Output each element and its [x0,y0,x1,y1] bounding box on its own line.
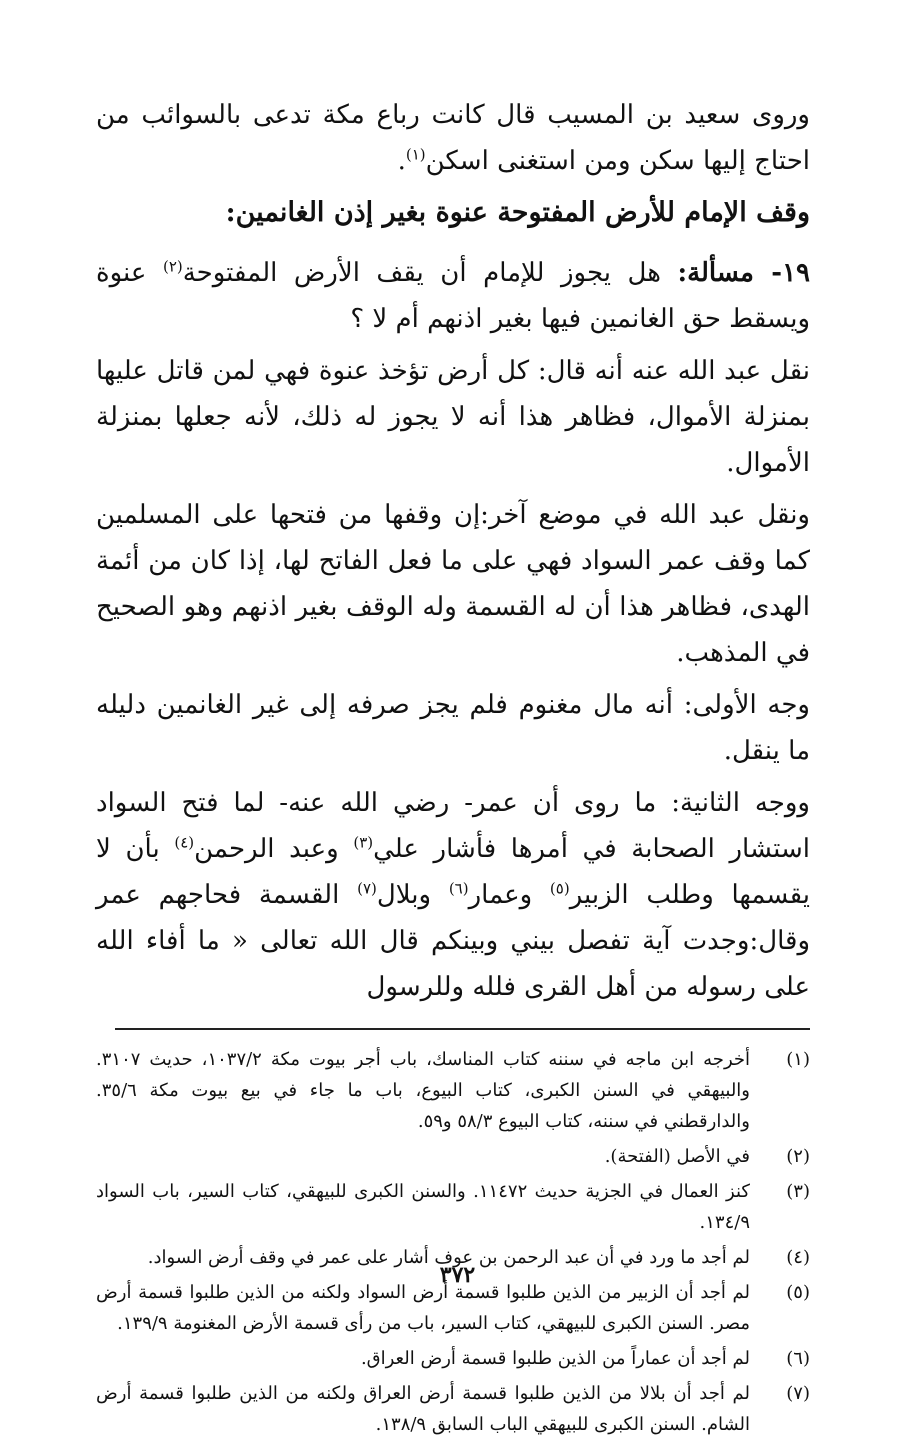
paragraph-text: القسمة فحاجهم عمر وقال:وجدت آية تفصل بيني وبينكم قال الله تعالى « ما أفاء الله على رسوله من أهل القرى فلله وللرسول [96,880,810,1002]
end-mark: . [397,146,406,176]
footnotes [96,1044,810,1440]
paragraph-issue-19 [96,250,810,342]
page-number: ٣٧٢ [439,1262,476,1288]
footnote-number: (٧) [786,1383,810,1404]
footnote-ref-2[interactable]: (٢) [162,257,183,276]
footnote-text: لم أجد أن بلالا من الذين طلبوا قسمة أرض العراق ولكنه من الذين طلبوا قسمة أرض الشام. السنن الكبرى للبيهقي الباب السابق ١٣٨/٩. [96,1383,750,1435]
footnote-number: (٣) [786,1181,810,1202]
issue-label: ١٩- مسألة: [677,258,811,288]
footnote-3 [96,1176,810,1238]
footnote-number: (٤) [786,1247,810,1268]
footnote-number: (١) [786,1049,810,1070]
paragraph-text: وعمار [468,880,533,910]
footnote-ref-7[interactable]: (٧) [357,879,377,898]
footnote-ref-3[interactable]: (٣) [353,833,374,852]
paragraph-saeed [96,92,810,184]
footnote-number: (٥) [786,1282,810,1303]
footnote-6 [96,1343,810,1374]
footnote-ref-1[interactable]: (١) [405,145,426,164]
paragraph-second-view [96,780,810,1010]
footnote-ref-6[interactable]: (٦) [448,879,469,898]
paragraph-text: وعبد الرحمن [194,834,339,864]
footnote-number: (٢) [786,1146,810,1167]
footnote-divider [115,1028,810,1030]
footnote-2 [96,1141,810,1172]
paragraph-abdullah-1: نقل عبد الله عنه أنه قال: كل أرض تؤخذ عنوة فهي لمن قاتل عليها بمنزلة الأموال، فظاهر هذا أنه لا يجوز له ذلك، لأنه جعلها بمنزلة الأموال. [96,356,810,478]
paragraph-first-view: وجه الأولى: أنه مال مغنوم فلم يجز صرفه إلى غير الغانمين دليله ما ينقل. [96,690,810,766]
footnote-7 [96,1378,810,1440]
section-heading: وقف الإمام للأرض المفتوحة عنوة بغير إذن الغانمين: [225,197,810,228]
footnote-text: أخرجه ابن ماجه في سننه كتاب المناسك، باب أجر بيوت مكة ١٠٣٧/٢، حديث ٣١٠٧. والبيهقي في السنن الكبرى، كتاب البيوع، باب ما جاء في بيع بيوت مكة ٣٥/٦. والدارقطني في سننه، كتاب البيوع ٥٨/٣ و٥٩. [96,1049,750,1132]
footnote-1 [96,1044,810,1137]
footnote-text: لم أجد أن الزبير من الذين طلبوا قسمة أرض السواد ولكنه من الذين طلبوا قسمة أرض مصر. السنن الكبرى للبيهقي، كتاب السير، باب من رأى قسمة الأرض المغنومة ١٣٩/٩. [96,1282,750,1334]
footnote-ref-4[interactable]: (٤) [174,833,195,852]
footnote-text: لم أجد أن عماراً من الذين طلبوا قسمة أرض العراق. [360,1348,750,1369]
issue-question: هل يجوز للإمام أن يقف الأرض المفتوحة [182,258,661,288]
footnote-text: في الأصل (الفتحة). [604,1146,750,1167]
footnote-ref-5[interactable]: (٥) [549,879,570,898]
paragraph-text: بأن لا يقسمها وطلب الزبير [96,834,811,910]
paragraph-abdullah-2: ونقل عبد الله في موضع آخر:إن وقفها من فتحها على المسلمين كما وقف عمر السواد فهي على ما فعل الفاتح لها، إذا كان من أئمة الهدى، فظاهر هذا أن له القسمة وله الوقف بغير اذنهم وهو الصحيح في المذهب. [96,500,810,668]
issue-question-continued: عنوة ويسقط حق الغانمين فيها بغير اذنهم أم لا ؟ [96,258,810,334]
footnote-text: كنز العمال في الجزية حديث ١١٤٧٢. والسنن الكبرى للبيهقي، كتاب السير، باب السواد ١٣٤/٩. [96,1181,750,1233]
footnote-number: (٦) [786,1348,810,1369]
paragraph-text: وبلال [376,880,432,910]
paragraph-text: ووجه الثانية: ما روى أن عمر- رضي الله عنه- لما فتح السواد استشار الصحابة في أمرها فأشار علي [96,788,811,864]
footnote-text: لم أجد ما ورد في أن عبد الرحمن بن عوف أشار على عمر في وقف أرض السواد. [147,1247,750,1268]
paragraph-text: وروى سعيد بن المسيب قال كانت رباع مكة تدعى بالسوائب من احتاج إليها سكن ومن استغنى اسكن [96,100,810,176]
